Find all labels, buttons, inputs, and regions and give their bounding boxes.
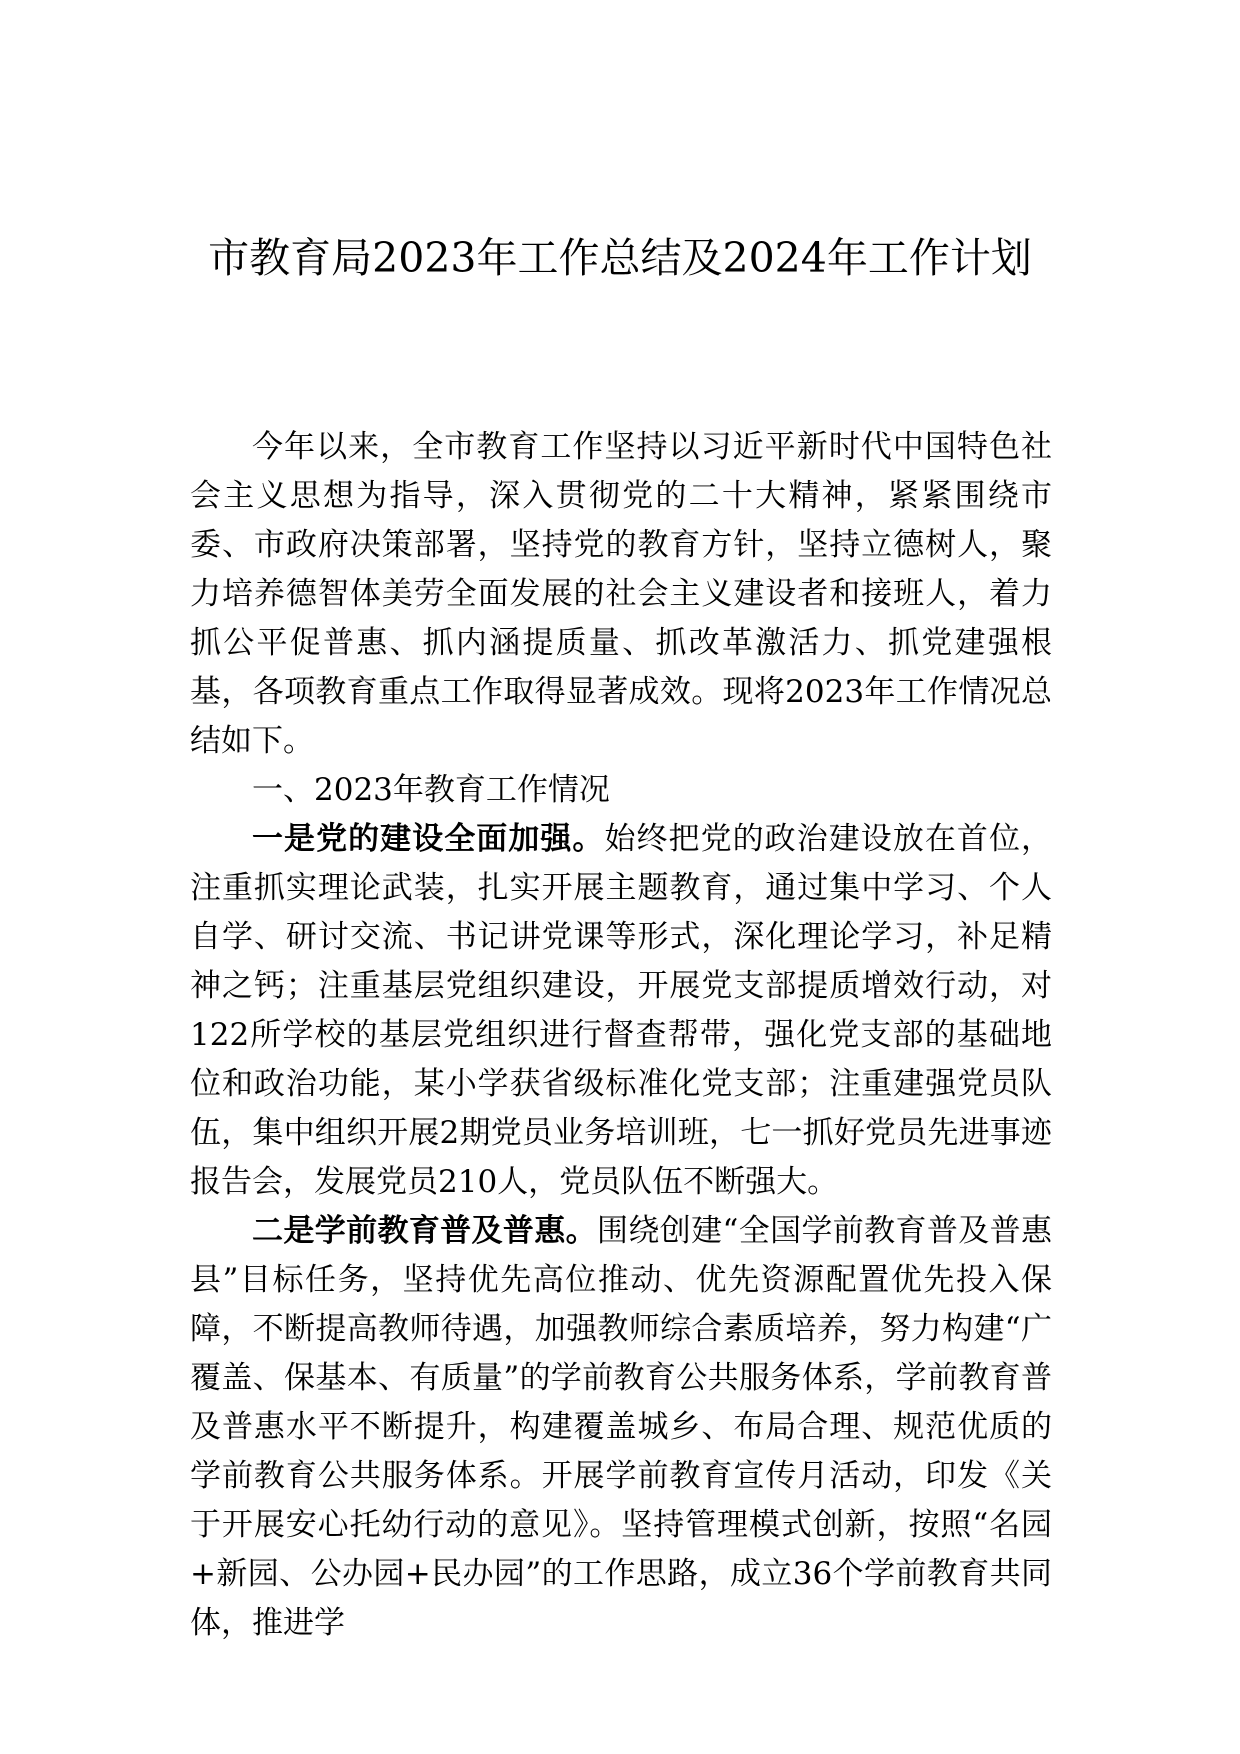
paragraph-text: 今年以来，全市教育工作坚持以习近平新时代中国特色社会主义思想为指导，深入贯彻党的二十大精神，紧紧围绕市委、市政府决策部署，坚持党的教育方针，坚持立德树人，聚力培养德智体美劳全面发展的社会主义建设者和接班人，着力抓公平促普惠、抓内涵提质量、抓改革激活力、抓党建强根基，各项教育重点工作取得显著成效。现将2023年工作情况总结如下。	[190, 429, 1052, 759]
party-building-paragraph	[190, 815, 1052, 1207]
paragraph-text: 围绕创建“全国学前教育普及普惠县”目标任务，坚持优先高位推动、优先资源配置优先投入保障，不断提高教师待遇，加强教师综合素质培养，努力构建“广覆盖、保基本、有质量”的学前教育公共服务体系，学前教育普及普惠水平不断提升，构建覆盖城乡、布局合理、规范优质的学前教育公共服务体系。开展学前教育宣传月活动，印发《关于开展安心托幼行动的意见》。坚持管理模式创新，按照“名园+新园、公办园+民办园”的工作思路，成立36个学前教育共同体，推进学	[190, 1213, 1052, 1641]
paragraph-lead: 二是学前教育普及普惠。	[252, 1213, 598, 1249]
section-heading-text: 一、2023年教育工作情况	[252, 772, 610, 808]
paragraph-lead: 一是党的建设全面加强。	[252, 821, 605, 857]
paragraph-text: 始终把党的政治建设放在首位，注重抓实理论武装，扎实开展主题教育，通过集中学习、个人自学、研讨交流、书记讲党课等形式，深化理论学习，补足精神之钙；注重基层党组织建设，开展党支部提质增效行动，对122所学校的基层党组织进行督查帮带，强化党支部的基础地位和政治功能，某小学获省级标准化党支部；注重建强党员队伍，集中组织开展2期党员业务培训班，七一抓好党员先进事迹报告会，发展党员210人，党员队伍不断强大。	[190, 821, 1053, 1200]
document-title: 市教育局2023年工作总结及2024年工作计划	[208, 234, 1032, 282]
preschool-paragraph	[190, 1207, 1052, 1648]
document-body	[190, 423, 1052, 1648]
section-heading	[190, 766, 1052, 815]
intro-paragraph	[190, 423, 1052, 766]
